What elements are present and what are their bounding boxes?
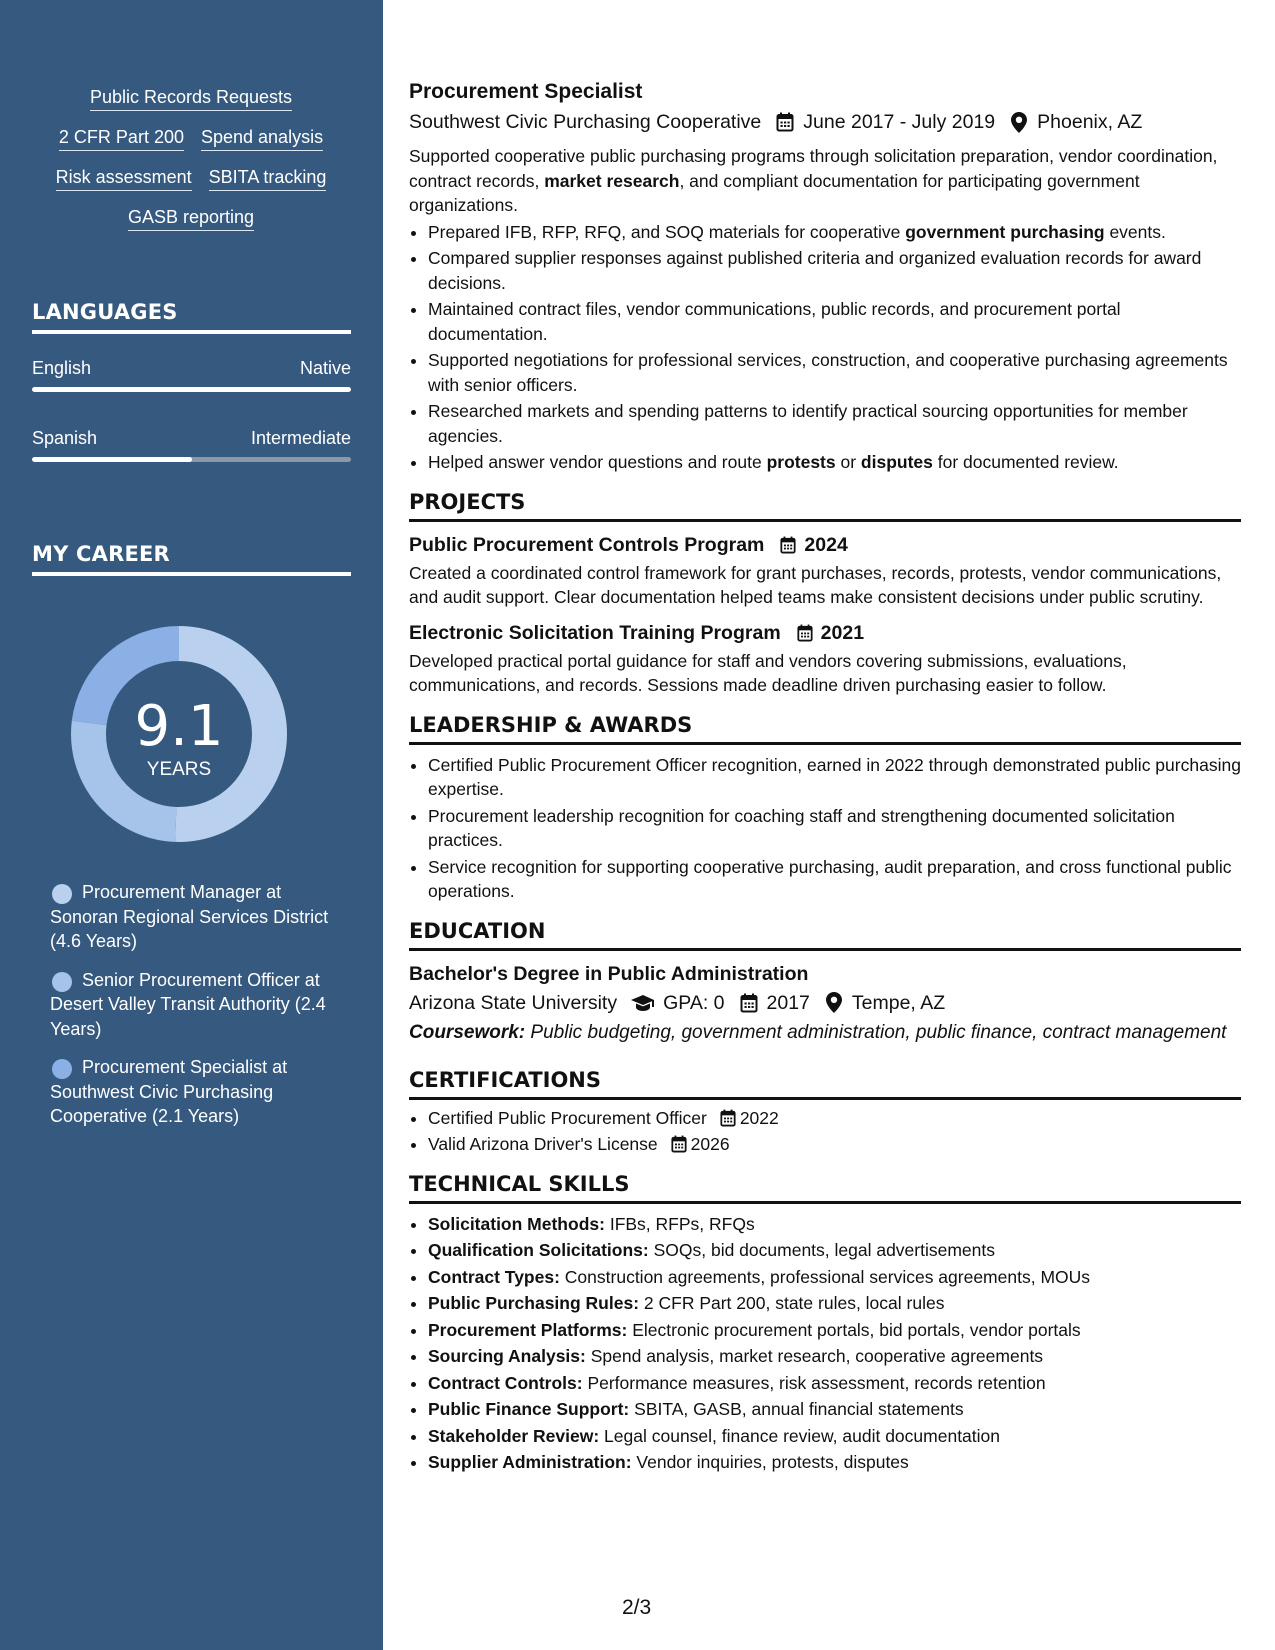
school-location: Tempe, AZ — [851, 991, 946, 1014]
career-item — [50, 968, 340, 1042]
technical-skill-item — [428, 1397, 1241, 1422]
graduation-cap-icon — [631, 992, 655, 1014]
text-run: , and compliant documentation for participating government organizations. — [409, 170, 1140, 215]
map-pin-icon — [824, 992, 844, 1014]
skill-tag[interactable]: Spend analysis — [201, 126, 323, 151]
skill-category: Public Finance Support: — [428, 1399, 630, 1419]
job-bullet — [428, 220, 1241, 245]
technical-skill-item — [428, 1238, 1241, 1263]
skill-category: Solicitation Methods: — [428, 1213, 605, 1234]
calendar-icon — [775, 111, 795, 133]
skill-tag[interactable]: GASB reporting — [128, 206, 254, 231]
skill-category: Contract Types: — [428, 1266, 560, 1287]
certifications-heading: CERTIFICATIONS — [409, 1067, 1241, 1100]
career-donut-chart — [66, 621, 292, 847]
technical-skills-section — [409, 1171, 1241, 1475]
skill-category: Stakeholder Review: — [428, 1425, 600, 1446]
technical-skill-item — [428, 1212, 1241, 1237]
technical-skill-item — [428, 1344, 1241, 1369]
coursework-text: Public budgeting, government administration, public finance, contract management — [530, 1021, 1227, 1043]
skill-category: Qualification Solicitations: — [428, 1240, 649, 1260]
career-item — [50, 1055, 340, 1129]
skill-tag-row — [32, 126, 350, 151]
text-run: Supported cooperative public purchasing programs through solicitation preparation, vendor coordination, contract records, — [409, 146, 1218, 191]
text-run: for documented review. — [932, 452, 1119, 472]
language-proficiency-bar — [32, 387, 351, 392]
skill-tags — [32, 86, 350, 246]
skill-tag-row — [32, 166, 350, 191]
language-proficiency-fill — [32, 457, 192, 462]
job-bullet — [428, 399, 1241, 448]
skill-tag[interactable]: Public Records Requests — [90, 86, 292, 111]
job-title: Procurement Specialist — [409, 80, 643, 103]
career-item — [50, 880, 340, 954]
skill-values: Legal counsel, finance review, audit documentation — [604, 1425, 1001, 1446]
skill-category: Public Purchasing Rules: — [428, 1293, 640, 1313]
technical-skill-item — [428, 1424, 1241, 1449]
career-legend-dot — [52, 884, 72, 904]
skill-values: SOQs, bid documents, legal advertisements — [653, 1240, 996, 1260]
career-legend-dot — [52, 972, 72, 992]
project-description: Created a coordinated control framework for grant purchases, records, protests, vendor communications, and audit support. Clear documentation helped teams make consistent decisions under public scrutiny. — [409, 562, 1222, 607]
leadership-section — [409, 712, 1241, 904]
text-run: events. — [1104, 221, 1166, 242]
career-legend-dot — [52, 1059, 72, 1079]
technical-skill-item — [428, 1265, 1241, 1290]
skill-category: Supplier Administration: — [428, 1452, 632, 1472]
experience-entry — [409, 78, 1241, 475]
project-entry — [409, 532, 1241, 610]
skill-tag[interactable]: 2 CFR Part 200 — [59, 126, 184, 151]
calendar-icon — [670, 1134, 688, 1154]
certification-year: 2026 — [690, 1134, 730, 1154]
skill-values: Spend analysis, market research, cooperative agreements — [590, 1346, 1044, 1366]
certification-item — [428, 1132, 1241, 1157]
education-section — [409, 918, 1241, 1045]
text-run: Supported negotiations for professional services, construction, and cooperative purchasing agreements with senior officers. — [428, 350, 1228, 395]
language-proficiency-fill — [32, 387, 351, 392]
career-total-unit: YEARS — [146, 759, 212, 780]
career-item-text: Procurement Manager at Sonoran Regional Services District (4.6 Years) — [50, 882, 329, 951]
skill-category: Sourcing Analysis: — [428, 1346, 586, 1366]
resume-main — [409, 78, 1241, 1477]
skill-values: Performance measures, risk assessment, records retention — [587, 1372, 1046, 1393]
school-name: Arizona State University — [409, 991, 618, 1014]
job-bullet — [428, 246, 1241, 295]
projects-heading: PROJECTS — [409, 489, 1241, 522]
project-entry — [409, 620, 1241, 698]
emphasis-text: government purchasing — [905, 221, 1105, 242]
skill-tag[interactable]: Risk assessment — [56, 166, 192, 191]
certification-name: Valid Arizona Driver's License — [428, 1134, 658, 1154]
text-run: Helped answer vendor questions and route — [428, 452, 767, 472]
skill-tag[interactable]: SBITA tracking — [209, 166, 327, 191]
job-dates: June 2017 - July 2019 — [803, 111, 996, 133]
leadership-list — [409, 753, 1241, 904]
career-total-years: 9.1 — [134, 694, 224, 759]
certifications-list — [409, 1106, 1241, 1157]
technical-skill-item — [428, 1291, 1241, 1316]
project-name: Electronic Solicitation Training Program — [409, 621, 781, 644]
calendar-icon — [719, 1108, 737, 1128]
skill-values: Construction agreements, professional services agreements, MOUs — [564, 1266, 1091, 1287]
leadership-item: • Certified Public Procurement Officer recognition, earned in 2022 through demonstrated public purchasing expertise. — [428, 753, 1241, 802]
technical-skills-list — [409, 1212, 1241, 1475]
job-summary — [409, 144, 1241, 218]
career-item-text: Procurement Specialist at Southwest Civic Purchasing Cooperative (2.1 Years) — [50, 1057, 288, 1126]
skill-tag-row — [32, 206, 350, 231]
emphasis-text: disputes — [860, 452, 933, 472]
page-number: 2/3 — [622, 1596, 652, 1619]
degree-title: Bachelor's Degree in Public Administration — [409, 962, 809, 985]
text-run: Compared supplier responses against published criteria and organized evaluation records for award decisions. — [428, 248, 1202, 293]
technical-skills-heading: TECHNICAL SKILLS — [409, 1171, 1241, 1204]
language-level: Intermediate — [250, 428, 351, 448]
map-pin-icon — [1009, 111, 1029, 133]
skill-category: Contract Controls: — [428, 1372, 583, 1393]
language-name: English — [32, 358, 92, 378]
text-run: or — [835, 452, 861, 472]
job-location: Phoenix, AZ — [1037, 111, 1143, 133]
calendar-icon — [778, 534, 798, 556]
job-bullet — [428, 348, 1241, 397]
skill-category: Procurement Platforms: — [428, 1319, 628, 1340]
language-name: Spanish — [32, 428, 98, 448]
job-bullet — [428, 450, 1241, 475]
skill-values: Vendor inquiries, protests, disputes — [636, 1452, 909, 1472]
project-title-line — [409, 620, 1241, 646]
text-run: Researched markets and spending patterns to identify practical sourcing opportunities for member agencies. — [428, 401, 1188, 446]
project-year: 2024 — [804, 533, 848, 556]
leadership-heading: LEADERSHIP & AWARDS — [409, 712, 1241, 745]
emphasis-text: protests — [766, 452, 836, 472]
career-heading: MY CAREER — [32, 542, 351, 576]
project-year: 2021 — [820, 621, 865, 644]
certification-item — [428, 1106, 1241, 1131]
education-meta — [409, 989, 1241, 1017]
projects-section — [409, 489, 1241, 698]
language-proficiency-bar — [32, 457, 351, 462]
skill-tag-row — [32, 86, 350, 111]
skill-values: Electronic procurement portals, bid portals, vendor portals — [632, 1319, 1081, 1340]
sidebar — [0, 0, 383, 1650]
project-title-line — [409, 532, 1241, 558]
leadership-item: • Procurement leadership recognition for coaching staff and strengthening documented solicitation practices. — [428, 804, 1241, 853]
job-bullets — [409, 220, 1241, 475]
coursework-label: Coursework: — [409, 1021, 526, 1043]
calendar-icon — [739, 992, 759, 1014]
job-bullet — [428, 297, 1241, 346]
project-name: Public Procurement Controls Program — [409, 533, 765, 556]
technical-skill-item — [428, 1371, 1241, 1396]
project-description: Developed practical portal guidance for staff and vendors covering submissions, evaluations, communications, and records. Sessions made deadline driven purchasing easier to follow. — [409, 650, 1127, 695]
language-level: Native — [299, 358, 351, 378]
skill-values: SBITA, GASB, annual financial statements — [634, 1399, 964, 1419]
leadership-item: • Service recognition for supporting cooperative purchasing, audit preparation, and cross functional public operations. — [428, 855, 1241, 904]
education-heading: EDUCATION — [409, 918, 1241, 951]
text-run: Maintained contract files, vendor communications, public records, and procurement portal documentation. — [428, 299, 1121, 344]
certification-year: 2022 — [739, 1107, 779, 1128]
technical-skill-item — [428, 1318, 1241, 1343]
emphasis-text: market research — [544, 170, 680, 191]
graduation-year: 2017 — [766, 991, 810, 1014]
company-name: Southwest Civic Purchasing Cooperative — [409, 111, 762, 133]
technical-skill-item — [428, 1450, 1241, 1475]
coursework — [409, 1021, 1241, 1045]
text-run: Prepared IFB, RFP, RFQ, and SOQ materials for cooperative — [428, 221, 906, 242]
language-spanish — [32, 427, 351, 462]
calendar-icon — [795, 622, 815, 644]
skill-values: IFBs, RFPs, RFQs — [609, 1213, 755, 1234]
certification-name: Certified Public Procurement Officer — [428, 1107, 707, 1128]
gpa: GPA: 0 — [663, 991, 725, 1014]
career-list — [50, 880, 340, 1143]
languages-heading: LANGUAGES — [32, 300, 351, 334]
certifications-section — [409, 1067, 1241, 1157]
skill-values: 2 CFR Part 200, state rules, local rules — [643, 1293, 945, 1313]
language-english — [32, 357, 351, 392]
career-item-text: Senior Procurement Officer at Desert Valley Transit Authority (2.4 Years) — [50, 969, 326, 1039]
job-meta — [409, 108, 1241, 136]
